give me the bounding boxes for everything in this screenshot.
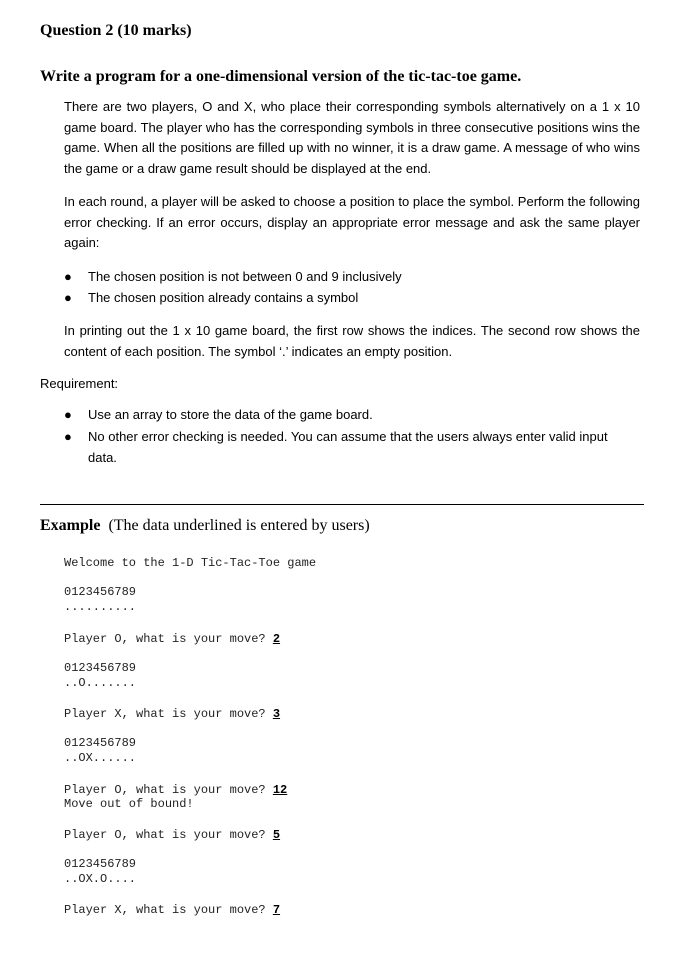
list-item-text: No other error checking is needed. You can assume that the users always enter valid input data. [88,428,608,465]
board-index-row: 0123456789 [64,857,137,871]
section-divider [40,504,644,505]
console-prompt-line [64,903,280,917]
console-welcome: Welcome to the 1-D Tic-Tac-Toe game [64,556,317,570]
board-content-row: ..O....... [64,676,137,690]
bullet-icon: ● [64,428,72,444]
board-content-row: ..OX.O.... [64,872,137,886]
requirement-label: Requirement: [40,376,119,391]
console-prompt-line [64,632,280,646]
list-item-text: The chosen position is not between 0 and 9 inclusively [88,269,402,284]
example-note: (The data underlined is entered by users) [108,517,370,534]
console-prompt-line [64,707,280,721]
prompt-text: Player O, what is your move? [64,783,273,797]
question-title: Question 2 (10 marks) [40,22,192,39]
console-error-message: Move out of bound! [64,797,194,811]
bullet-icon: ● [64,407,72,422]
prompt-text: Player O, what is your move? [64,828,273,842]
paragraph-board-printing: In printing out the 1 x 10 game board, the first row shows the indices. The second row shows the content of each position. The symbol ‘.’ indicates an empty position. [64,323,640,359]
prompt-text: Player X, what is your move? [64,707,273,721]
list-item [64,267,640,288]
user-input: 2 [272,632,281,646]
bullet-icon: ● [64,289,72,305]
user-input: 3 [272,707,281,721]
console-prompt-line [64,828,280,842]
board-index-row: 0123456789 [64,736,137,750]
example-label: Example [40,517,101,534]
paragraph-error-checking: In each round, a player will be asked to choose a position to place the symbol. Perform the following error checking. If an error occurs, display an appropriate error message and ask the same player again: [64,194,640,250]
prompt-text: Player X, what is your move? [64,903,273,917]
user-input: 5 [272,828,281,842]
user-input: 7 [272,903,281,917]
list-item [64,426,640,468]
task-title: Write a program for a one-dimensional version of the tic-tac-toe game. [40,68,522,85]
example-heading [40,517,370,535]
list-item-text: Use an array to store the data of the game board. [88,407,373,422]
prompt-text: Player O, what is your move? [64,632,273,646]
paragraph-game-rules: There are two players, O and X, who place their corresponding symbols alternatively on a 1 x 10 game board. The player who has the corresponding symbols in three consecutive positions wins the game. When all the positions are filled up with no winner, it is a draw game. A message of who wins the game or a draw game result should be displayed at the end. [64,99,640,176]
error-check-list [64,267,640,308]
list-item [64,288,640,309]
console-prompt-line [64,783,287,797]
requirement-list [64,405,640,468]
bullet-icon: ● [64,269,72,284]
board-content-row: ..OX...... [64,751,137,765]
user-input: 12 [272,783,288,797]
list-item-text: The chosen position already contains a symbol [88,289,359,305]
board-content-row: .......... [64,600,137,614]
board-index-row: 0123456789 [64,585,137,599]
list-item [64,405,640,426]
board-index-row: 0123456789 [64,661,137,675]
